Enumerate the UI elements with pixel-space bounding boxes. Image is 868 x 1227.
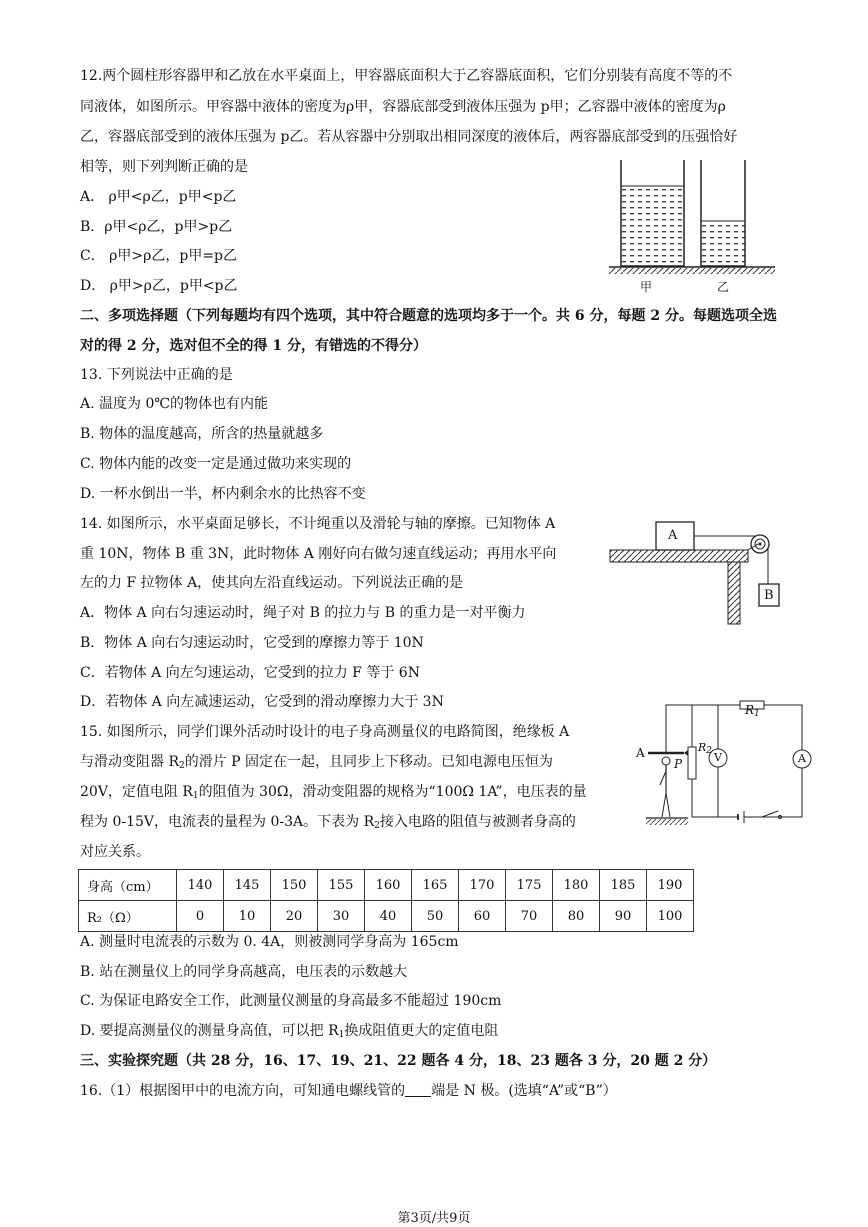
q15-line5: 对应关系。 xyxy=(80,844,150,860)
table-cell: 0 xyxy=(177,901,224,932)
table-cell: 60 xyxy=(459,901,506,932)
table-row-resistance xyxy=(79,901,694,932)
table-cell: 165 xyxy=(412,870,459,901)
rheostat-r2 xyxy=(688,747,696,779)
circuit-label-v: V xyxy=(714,751,722,764)
q14-option-d: D．若物体 A 向左减速运动，它受到的滑动摩擦力大于 3N xyxy=(80,694,444,710)
circuit-figure xyxy=(632,693,822,831)
q13-option-d: D. 一杯水倒出一半，杯内剩余水的比热容不变 xyxy=(80,486,366,502)
q12-line1: 12.两个圆柱形容器甲和乙放在水平桌面上，甲容器底面积大于乙容器底面积，它们分别装有高度不等的不 xyxy=(80,68,733,84)
q14-option-b: B．物体 A 向右匀速运动时，它受到的摩擦力等于 10N xyxy=(80,635,424,651)
q14-option-c: C．若物体 A 向左匀速运动，它受到的拉力 F 等于 6N xyxy=(80,665,420,681)
table-cell: 155 xyxy=(318,870,365,901)
circuit-label-a-board: A xyxy=(636,746,645,760)
q12-line3: 乙，容器底部受到的液体压强为 p乙。若从容器中分别取出相同深度的液体后，两容器底部受到的压强恰好 xyxy=(80,129,738,145)
table-row-label: R₂（Ω） xyxy=(79,901,177,932)
table-row-height xyxy=(79,870,694,901)
height-resistance-table xyxy=(78,869,694,932)
table-cell: 145 xyxy=(224,870,271,901)
q13-option-c: C. 物体内能的改变一定是通过做功来实现的 xyxy=(80,456,352,472)
q14-line1: 14. 如图所示，水平桌面足够长，不计绳重以及滑轮与轴的摩擦。已知物体 A xyxy=(80,516,556,532)
q15-line4: 程为 0-15V，电流表的量程为 0-3A。下表为 $R_2$接入电路的阻值与被测者身高的 xyxy=(80,814,576,831)
containers-figure xyxy=(605,158,780,293)
circuit-label-r1: $R_1$ xyxy=(745,703,760,719)
table-cell: 90 xyxy=(600,901,647,932)
table-cell: 30 xyxy=(318,901,365,932)
block-a-label: A xyxy=(668,528,678,543)
page-number: 第3页/共9页 xyxy=(397,1211,471,1226)
q14-line3: 左的力 F 拉物体 A，使其向左沿直线运动。下列说法正确的是 xyxy=(80,575,464,591)
block-b-label: B xyxy=(764,588,774,603)
q16-part1: 16.（1）根据图甲中的电流方向，可知通电螺线管的 端是 N 极。(选填“A”或“B”） xyxy=(80,1083,617,1099)
q15-option-a: A. 测量时电流表的示数为 0. 4A，则被测同学身高为 165cm xyxy=(80,934,459,950)
section3-heading: 三、实验探究题（共 28 分，16、17、19、21、22 题各 4 分，18、23 题各 3 分，20 题 2 分） xyxy=(80,1053,717,1069)
circuit-label-p: P xyxy=(674,757,683,771)
table-cell: 175 xyxy=(506,870,553,901)
section2-heading-line2: 对的得 2 分，选对但不全的得 1 分，有错选的不得分） xyxy=(80,338,427,354)
q13-stem: 13. 下列说法中正确的是 xyxy=(80,367,233,383)
q13-option-b: B. 物体的温度越高，所含的热量就越多 xyxy=(80,426,324,442)
circuit-label-a-meter: A xyxy=(798,752,806,765)
switch xyxy=(762,811,778,817)
table-cell: 10 xyxy=(224,901,271,932)
table-cell: 170 xyxy=(459,870,506,901)
circuit-label-r2: $R_2$ xyxy=(698,741,713,756)
q13-option-a: A. 温度为 0℃的物体也有内能 xyxy=(80,396,269,412)
q15-line3: 20V，定值电阻 $R_1$的阻值为 30Ω，滑动变阻器的规格为“100Ω 1A”，电压表的量 xyxy=(80,784,587,801)
table-cell: 140 xyxy=(177,870,224,901)
table-cell: 160 xyxy=(365,870,412,901)
table-cell: 40 xyxy=(365,901,412,932)
table-cell: 185 xyxy=(600,870,647,901)
table-cell: 190 xyxy=(647,870,694,901)
pulley-figure xyxy=(608,512,788,627)
q12-line4: 相等，则下列判断正确的是 xyxy=(80,159,248,175)
q14-line2: 重 10N，物体 B 重 3N，此时物体 A 刚好向右做匀速直线运动；再用水平向 xyxy=(80,546,557,562)
q15-option-d: D. 要提高测量仪的测量身高值，可以把 $R_1$换成阻值更大的定值电阻 xyxy=(80,1023,499,1040)
table-cell: 80 xyxy=(553,901,600,932)
section2-heading-line1: 二、多项选择题（下列每题均有四个选项，其中符合题意的选项均多于一个。共 6 分，每题 2 分。每题选项全选 xyxy=(80,308,777,324)
q15-line2: 与滑动变阻器 $R_2$的滑片 P 固定在一起，且同步上下移动。已知电源电压恒为 xyxy=(80,754,554,771)
q15-option-b: B. 站在测量仪上的同学身高越高，电压表的示数越大 xyxy=(80,964,408,980)
table-cell: 70 xyxy=(506,901,553,932)
table-cell: 150 xyxy=(271,870,318,901)
q12-option-c: C． ρ甲>ρ乙，p甲=p乙 xyxy=(80,248,238,264)
label-yi: 乙 xyxy=(717,280,730,294)
table-cell: 180 xyxy=(553,870,600,901)
q12-line2: 同液体，如图所示。甲容器中液体的密度为ρ甲，容器底部受到液体压强为 p甲；乙容器中液体的密度为ρ xyxy=(80,99,726,115)
container-jia-liquid xyxy=(621,186,684,266)
container-yi-liquid xyxy=(701,221,745,266)
table-cell: 20 xyxy=(271,901,318,932)
q15-option-c: C. 为保证电路安全工作，此测量仪测量的身高最多不能超过 190cm xyxy=(80,993,502,1009)
q12-option-d: D． ρ甲>ρ乙，p甲<p乙 xyxy=(80,278,238,294)
table-cell: 50 xyxy=(412,901,459,932)
label-jia: 甲 xyxy=(640,280,653,294)
q14-option-a: A．物体 A 向右匀速运动时，绳子对 B 的拉力与 B 的重力是一对平衡力 xyxy=(80,605,526,621)
q15-line1: 15. 如图所示，同学们课外活动时设计的电子身高测量仪的电路简图，绝缘板 A xyxy=(80,724,570,740)
answer-blank[interactable] xyxy=(405,1082,431,1097)
q12-option-b: B．ρ甲<ρ乙，p甲>p乙 xyxy=(80,219,233,235)
q12-option-a: A． ρ甲<ρ乙，p甲<p乙 xyxy=(80,189,237,205)
table-row-label: 身高（cm） xyxy=(79,870,177,901)
table-cell: 100 xyxy=(647,901,694,932)
